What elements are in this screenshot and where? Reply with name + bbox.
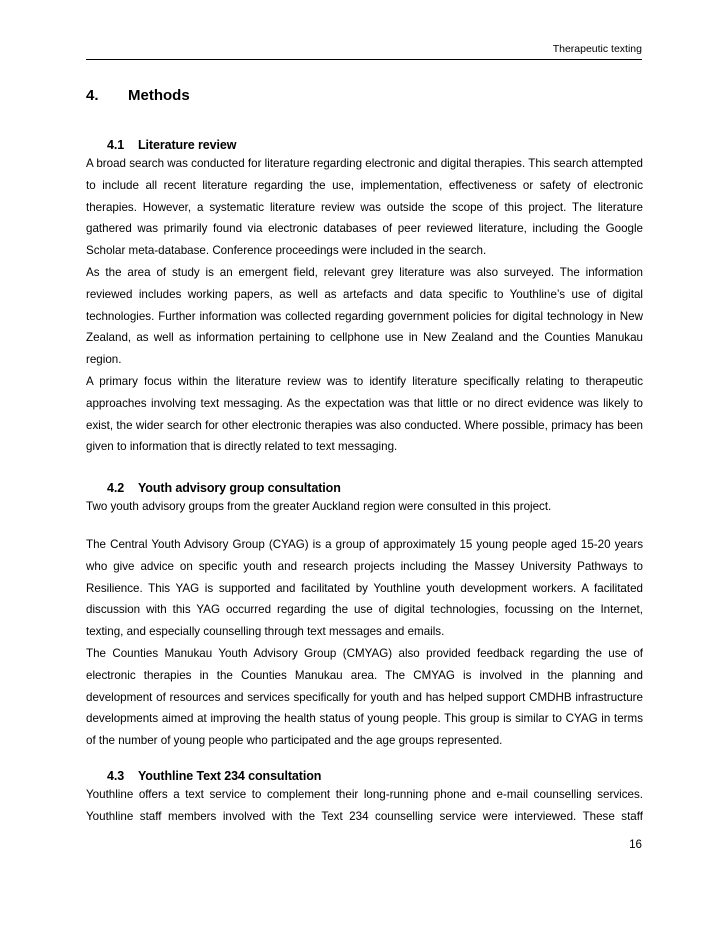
subsection-heading-4-1 xyxy=(107,138,236,152)
paragraph: The Central Youth Advisory Group (CYAG) is a group of approximately 15 young people aged 15-20 years who give advice on specific youth and research projects including the Massey University Pathways to Resilience. This YAG is supported and facilitated by Youthline youth development workers. A facilitated discussion with this YAG occurred regarding the use of digital technologies, focussing on the Internet, texting, and especially counselling through text messages and emails. xyxy=(86,538,643,639)
running-header: Therapeutic texting xyxy=(552,43,642,55)
paragraph: Two youth advisory groups from the greater Auckland region were consulted in this project. xyxy=(86,500,552,513)
header-rule xyxy=(86,59,642,60)
subsection-title: Youthline Text 234 consultation xyxy=(138,769,322,783)
paragraph: As the area of study is an emergent field, relevant grey literature was also surveyed. The information reviewed includes working papers, as well as artefacts and data specific to Youthline’s use of digital technologies. Further information was collected regarding government policies for digital technology in New Zealand, as well as information pertaining to cellphone use in New Zealand and the Counties Manukau region. xyxy=(86,266,643,367)
subsection-number: 4.2 xyxy=(107,481,125,495)
section-heading xyxy=(86,87,190,104)
subsection-heading-4-2 xyxy=(107,481,341,495)
subsection-title: Youth advisory group consultation xyxy=(138,481,341,495)
subsection-title: Literature review xyxy=(138,138,237,152)
subsection-number: 4.1 xyxy=(107,138,125,152)
page-number: 16 xyxy=(629,838,642,851)
subsection-heading-4-3 xyxy=(107,769,321,783)
section-title: Methods xyxy=(128,87,190,104)
section-number: 4. xyxy=(86,87,99,104)
paragraph: A primary focus within the literature review was to identify literature specifically relating to therapeutic approaches involving text messaging. As the expectation was that little or no direct evidence was likely to exist, the wider search for other electronic therapies was also conducted. Where possible, primacy has been given to information that is directly related to text messaging. xyxy=(86,375,643,454)
paragraph: Youthline offers a text service to complement their long-running phone and e-mail counselling services. Youthline staff members involved with the Text 234 counselling service were interviewed. These staff xyxy=(86,788,643,823)
paragraph: A broad search was conducted for literature regarding electronic and digital therapies. This search attempted to include all recent literature regarding the use, implementation, effectiveness or safety of electronic therapies. However, a systematic literature review was outside the scope of this project. The literature gathered was primarily found via electronic databases of peer reviewed literature, including the Google Scholar meta-database. Conference proceedings were included in the search. xyxy=(86,157,643,258)
subsection-number: 4.3 xyxy=(107,769,125,783)
paragraph: The Counties Manukau Youth Advisory Group (CMYAG) also provided feedback regarding the use of electronic therapies in the Counties Manukau area. The CMYAG is involved in the planning and development of resources and services specifically for youth and has helped support CMDHB infrastructure developments aimed at improving the health status of young people. This group is similar to CYAG in terms of the number of young people who participated and the age groups represented. xyxy=(86,647,643,748)
